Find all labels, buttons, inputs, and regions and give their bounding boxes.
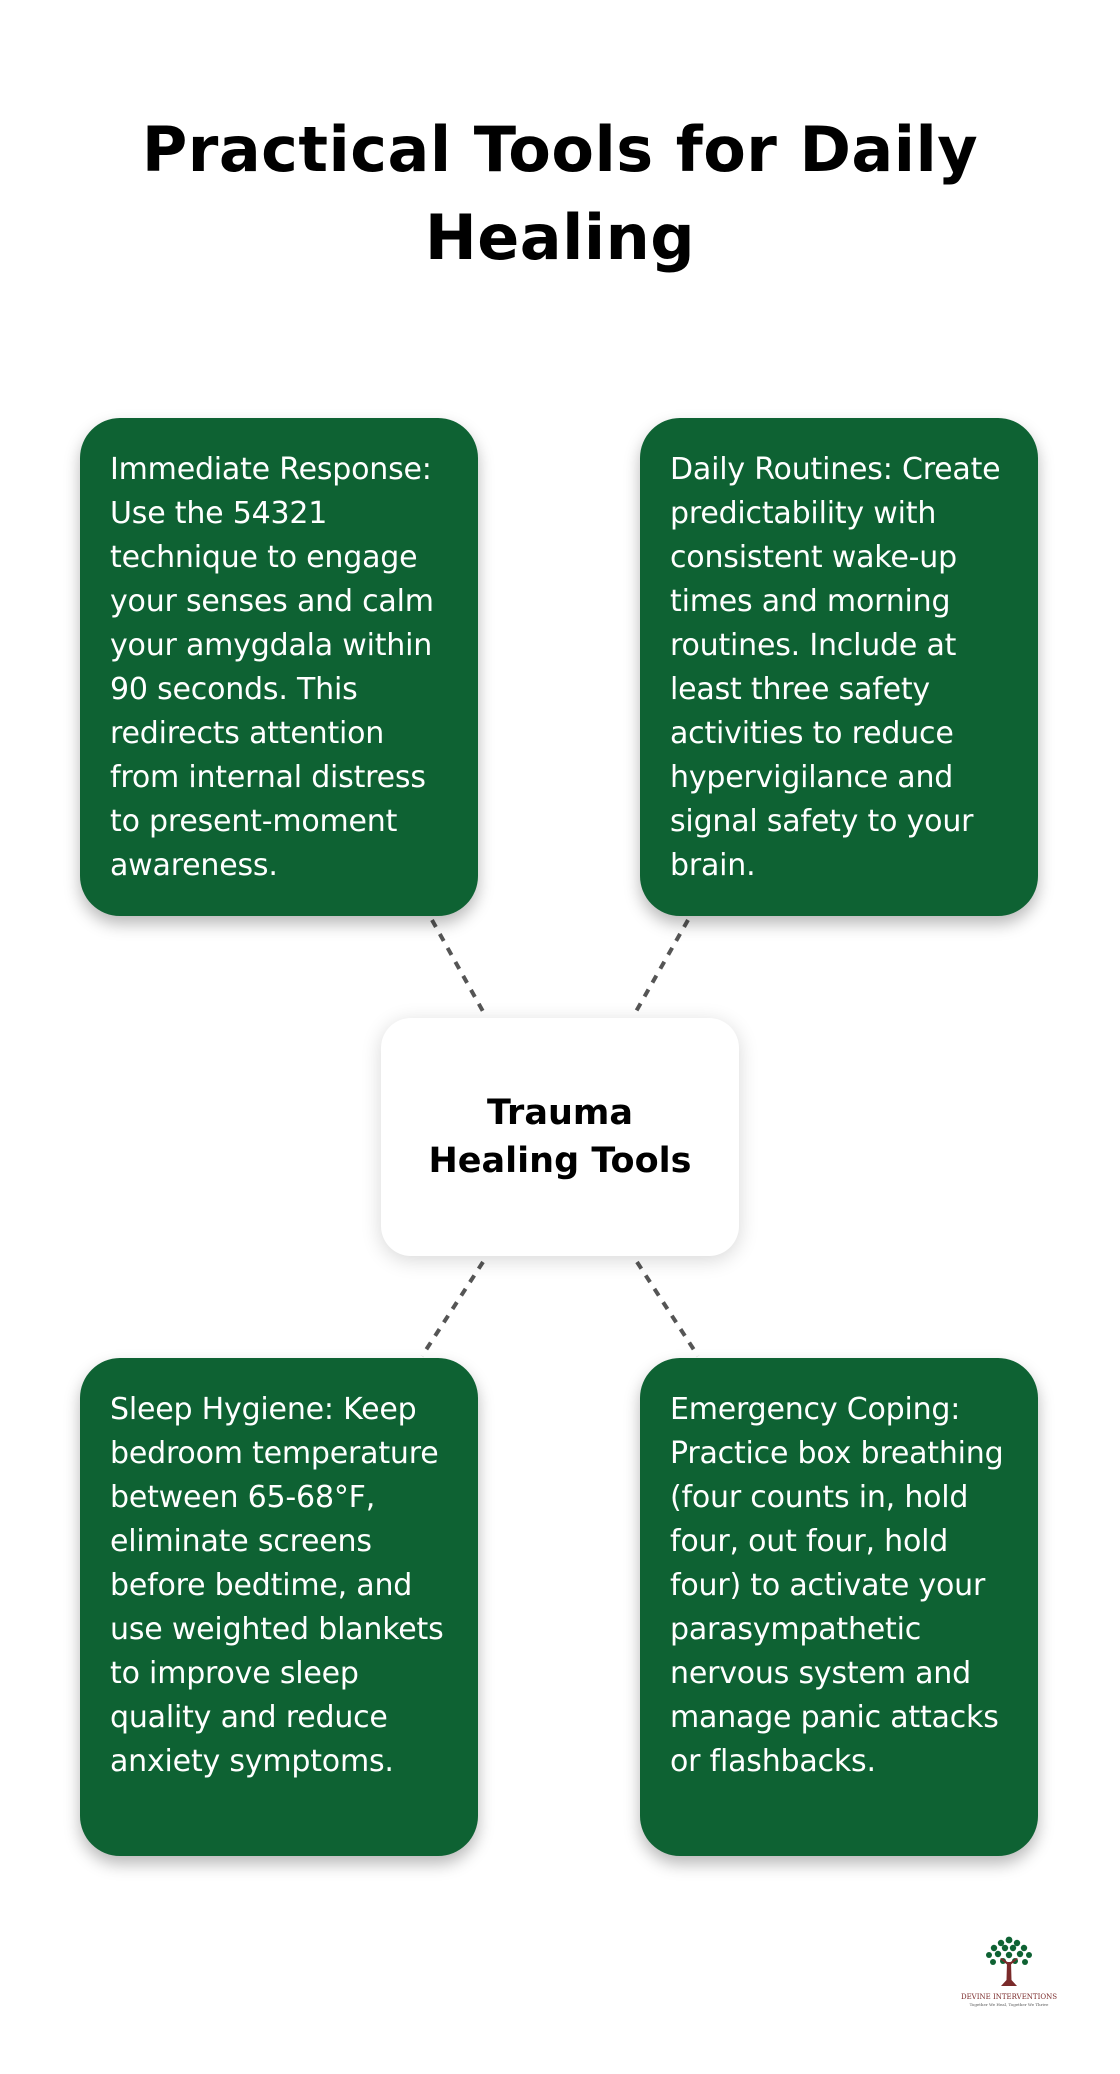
connector-top-left <box>432 920 485 1015</box>
center-label: Trauma Healing Tools <box>428 1093 692 1181</box>
card-text: Immediate Response: Use the 54321 technique to engage your senses and calm your amygdala within 90 seconds. This redirects attention from internal distress to present-moment awareness. <box>110 452 434 883</box>
tree-logo-icon <box>984 1936 1034 1992</box>
card-text: Emergency Coping: Practice box breathing (four counts in, hold four, out four, hold four) to activate your parasympathetic nervous system and manage panic attacks or flashbacks. <box>670 1392 1004 1779</box>
card-text: Daily Routines: Create predictability with consistent wake-up times and morning routines. Include at least three safety activities to reduce hypervigilance and signal safety to your brain. <box>670 452 1001 883</box>
card-sleep-hygiene <box>80 1358 478 1856</box>
connector-top-right <box>634 920 688 1015</box>
connector-bottom-left <box>422 1262 483 1356</box>
logo-tagline: Together We Heal, Together We Thrive <box>969 2002 1049 2007</box>
brand-logo <box>960 1936 1058 2012</box>
card-daily-routines <box>640 418 1038 916</box>
card-emergency-coping <box>640 1358 1038 1856</box>
center-node <box>381 1018 739 1256</box>
connector-bottom-right <box>637 1262 698 1356</box>
card-immediate-response <box>80 418 478 916</box>
page-title: Practical Tools for Daily Healing <box>141 113 979 274</box>
card-text: Sleep Hygiene: Keep bedroom temperature between 65-68°F, eliminate screens before bedtime, and use weighted blankets to improve sleep quality and reduce anxiety symptoms. <box>110 1392 444 1779</box>
logo-name: DEVINE INTERVENTIONS <box>960 1993 1058 2001</box>
